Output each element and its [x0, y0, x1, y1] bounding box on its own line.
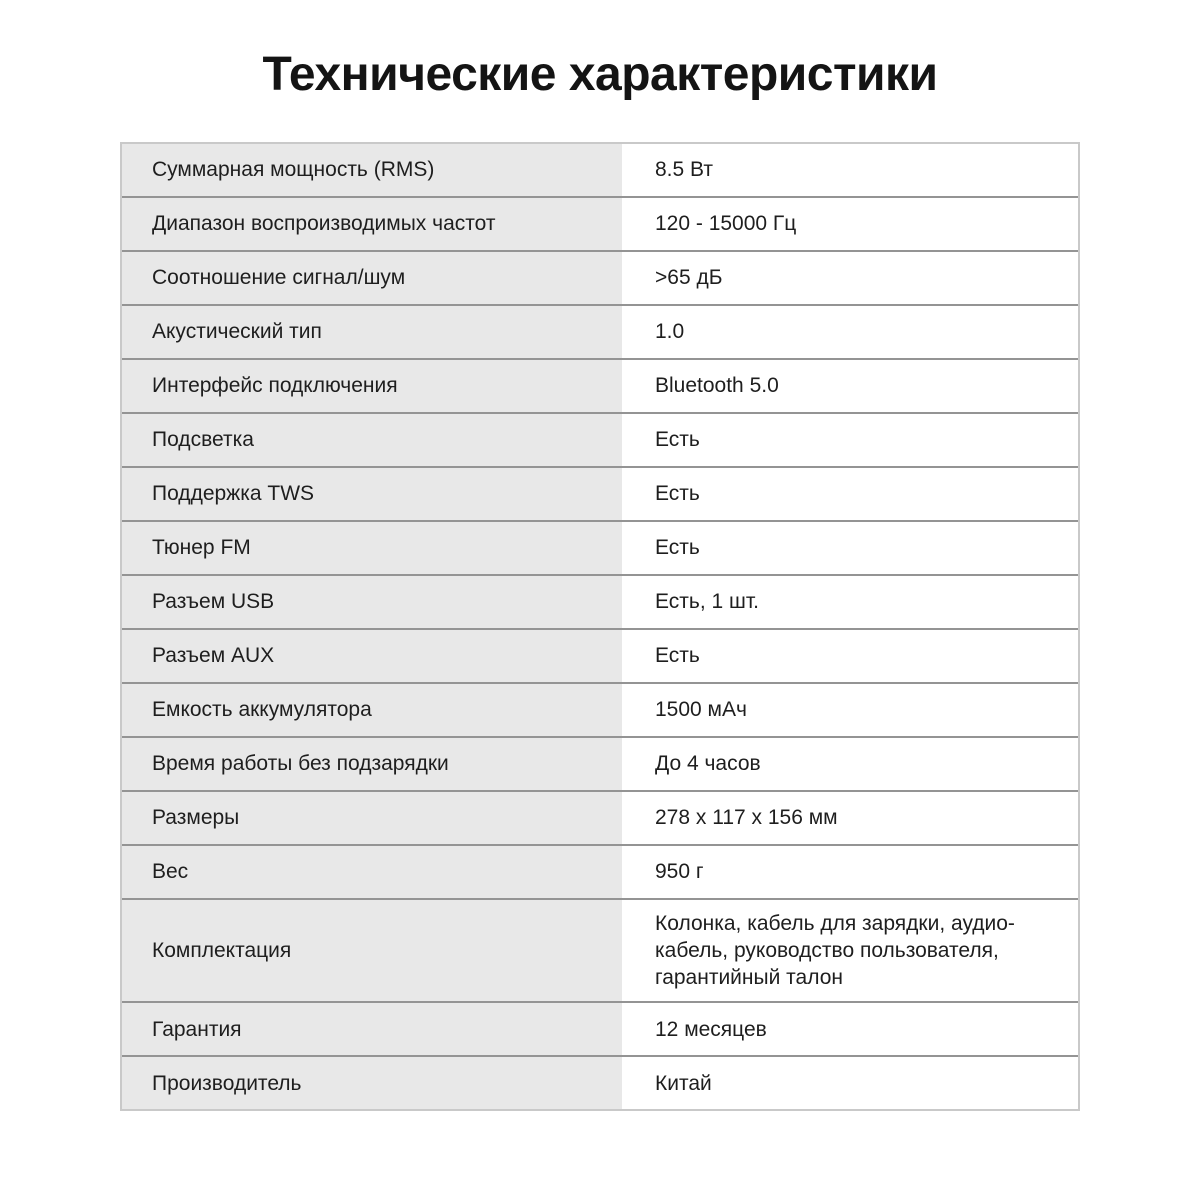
- spec-label: Емкость аккумулятора: [122, 684, 627, 736]
- spec-value: Есть: [627, 468, 1078, 520]
- spec-row-signal-noise-ratio: [122, 250, 1078, 304]
- spec-label: Разъем USB: [122, 576, 627, 628]
- spec-row-fm-tuner: [122, 520, 1078, 574]
- spec-row-weight: [122, 844, 1078, 898]
- spec-value: Bluetooth 5.0: [627, 360, 1078, 412]
- spec-value: 1.0: [627, 306, 1078, 358]
- spec-label: Размеры: [122, 792, 627, 844]
- spec-label: Диапазон воспроизводимых частот: [122, 198, 627, 250]
- spec-row-acoustic-type: [122, 304, 1078, 358]
- spec-label: Комплектация: [122, 900, 627, 1002]
- specifications-table: [120, 142, 1080, 1112]
- spec-value: 8.5 Вт: [627, 144, 1078, 196]
- spec-label: Производитель: [122, 1057, 627, 1109]
- spec-row-aux-port: [122, 628, 1078, 682]
- spec-row-total-power: [122, 144, 1078, 196]
- spec-value: Китай: [627, 1057, 1078, 1109]
- spec-value: 1500 мАч: [627, 684, 1078, 736]
- spec-value: Есть: [627, 522, 1078, 574]
- spec-row-backlight: [122, 412, 1078, 466]
- spec-value: 278 x 117 x 156 мм: [627, 792, 1078, 844]
- spec-label: Соотношение сигнал/шум: [122, 252, 627, 304]
- spec-row-frequency-range: [122, 196, 1078, 250]
- spec-label: Разъем AUX: [122, 630, 627, 682]
- spec-value: Есть: [627, 414, 1078, 466]
- spec-row-dimensions: [122, 790, 1078, 844]
- spec-value: Есть, 1 шт.: [627, 576, 1078, 628]
- spec-row-package-contents: [122, 898, 1078, 1002]
- spec-value: 120 - 15000 Гц: [627, 198, 1078, 250]
- spec-row-manufacturer: [122, 1055, 1078, 1109]
- page-title: Технические характеристики: [262, 48, 938, 101]
- spec-label: Суммарная мощность (RMS): [122, 144, 627, 196]
- spec-label: Гарантия: [122, 1003, 627, 1055]
- spec-label: Подсветка: [122, 414, 627, 466]
- spec-value: 12 месяцев: [627, 1003, 1078, 1055]
- spec-label: Акустический тип: [122, 306, 627, 358]
- spec-value: Колонка, кабель для зарядки, аудио-кабель, руководство пользователя, гарантийный талон: [627, 900, 1078, 1002]
- spec-row-tws-support: [122, 466, 1078, 520]
- spec-label: Поддержка TWS: [122, 468, 627, 520]
- spec-row-battery-capacity: [122, 682, 1078, 736]
- spec-value: Есть: [627, 630, 1078, 682]
- spec-value: До 4 часов: [627, 738, 1078, 790]
- spec-label: Интерфейс подключения: [122, 360, 627, 412]
- spec-row-warranty: [122, 1001, 1078, 1055]
- spec-row-battery-life: [122, 736, 1078, 790]
- spec-row-usb-port: [122, 574, 1078, 628]
- spec-row-connection-interface: [122, 358, 1078, 412]
- spec-value: 950 г: [627, 846, 1078, 898]
- spec-label: Тюнер FM: [122, 522, 627, 574]
- spec-label: Время работы без подзарядки: [122, 738, 627, 790]
- spec-value: >65 дБ: [627, 252, 1078, 304]
- spec-label: Вес: [122, 846, 627, 898]
